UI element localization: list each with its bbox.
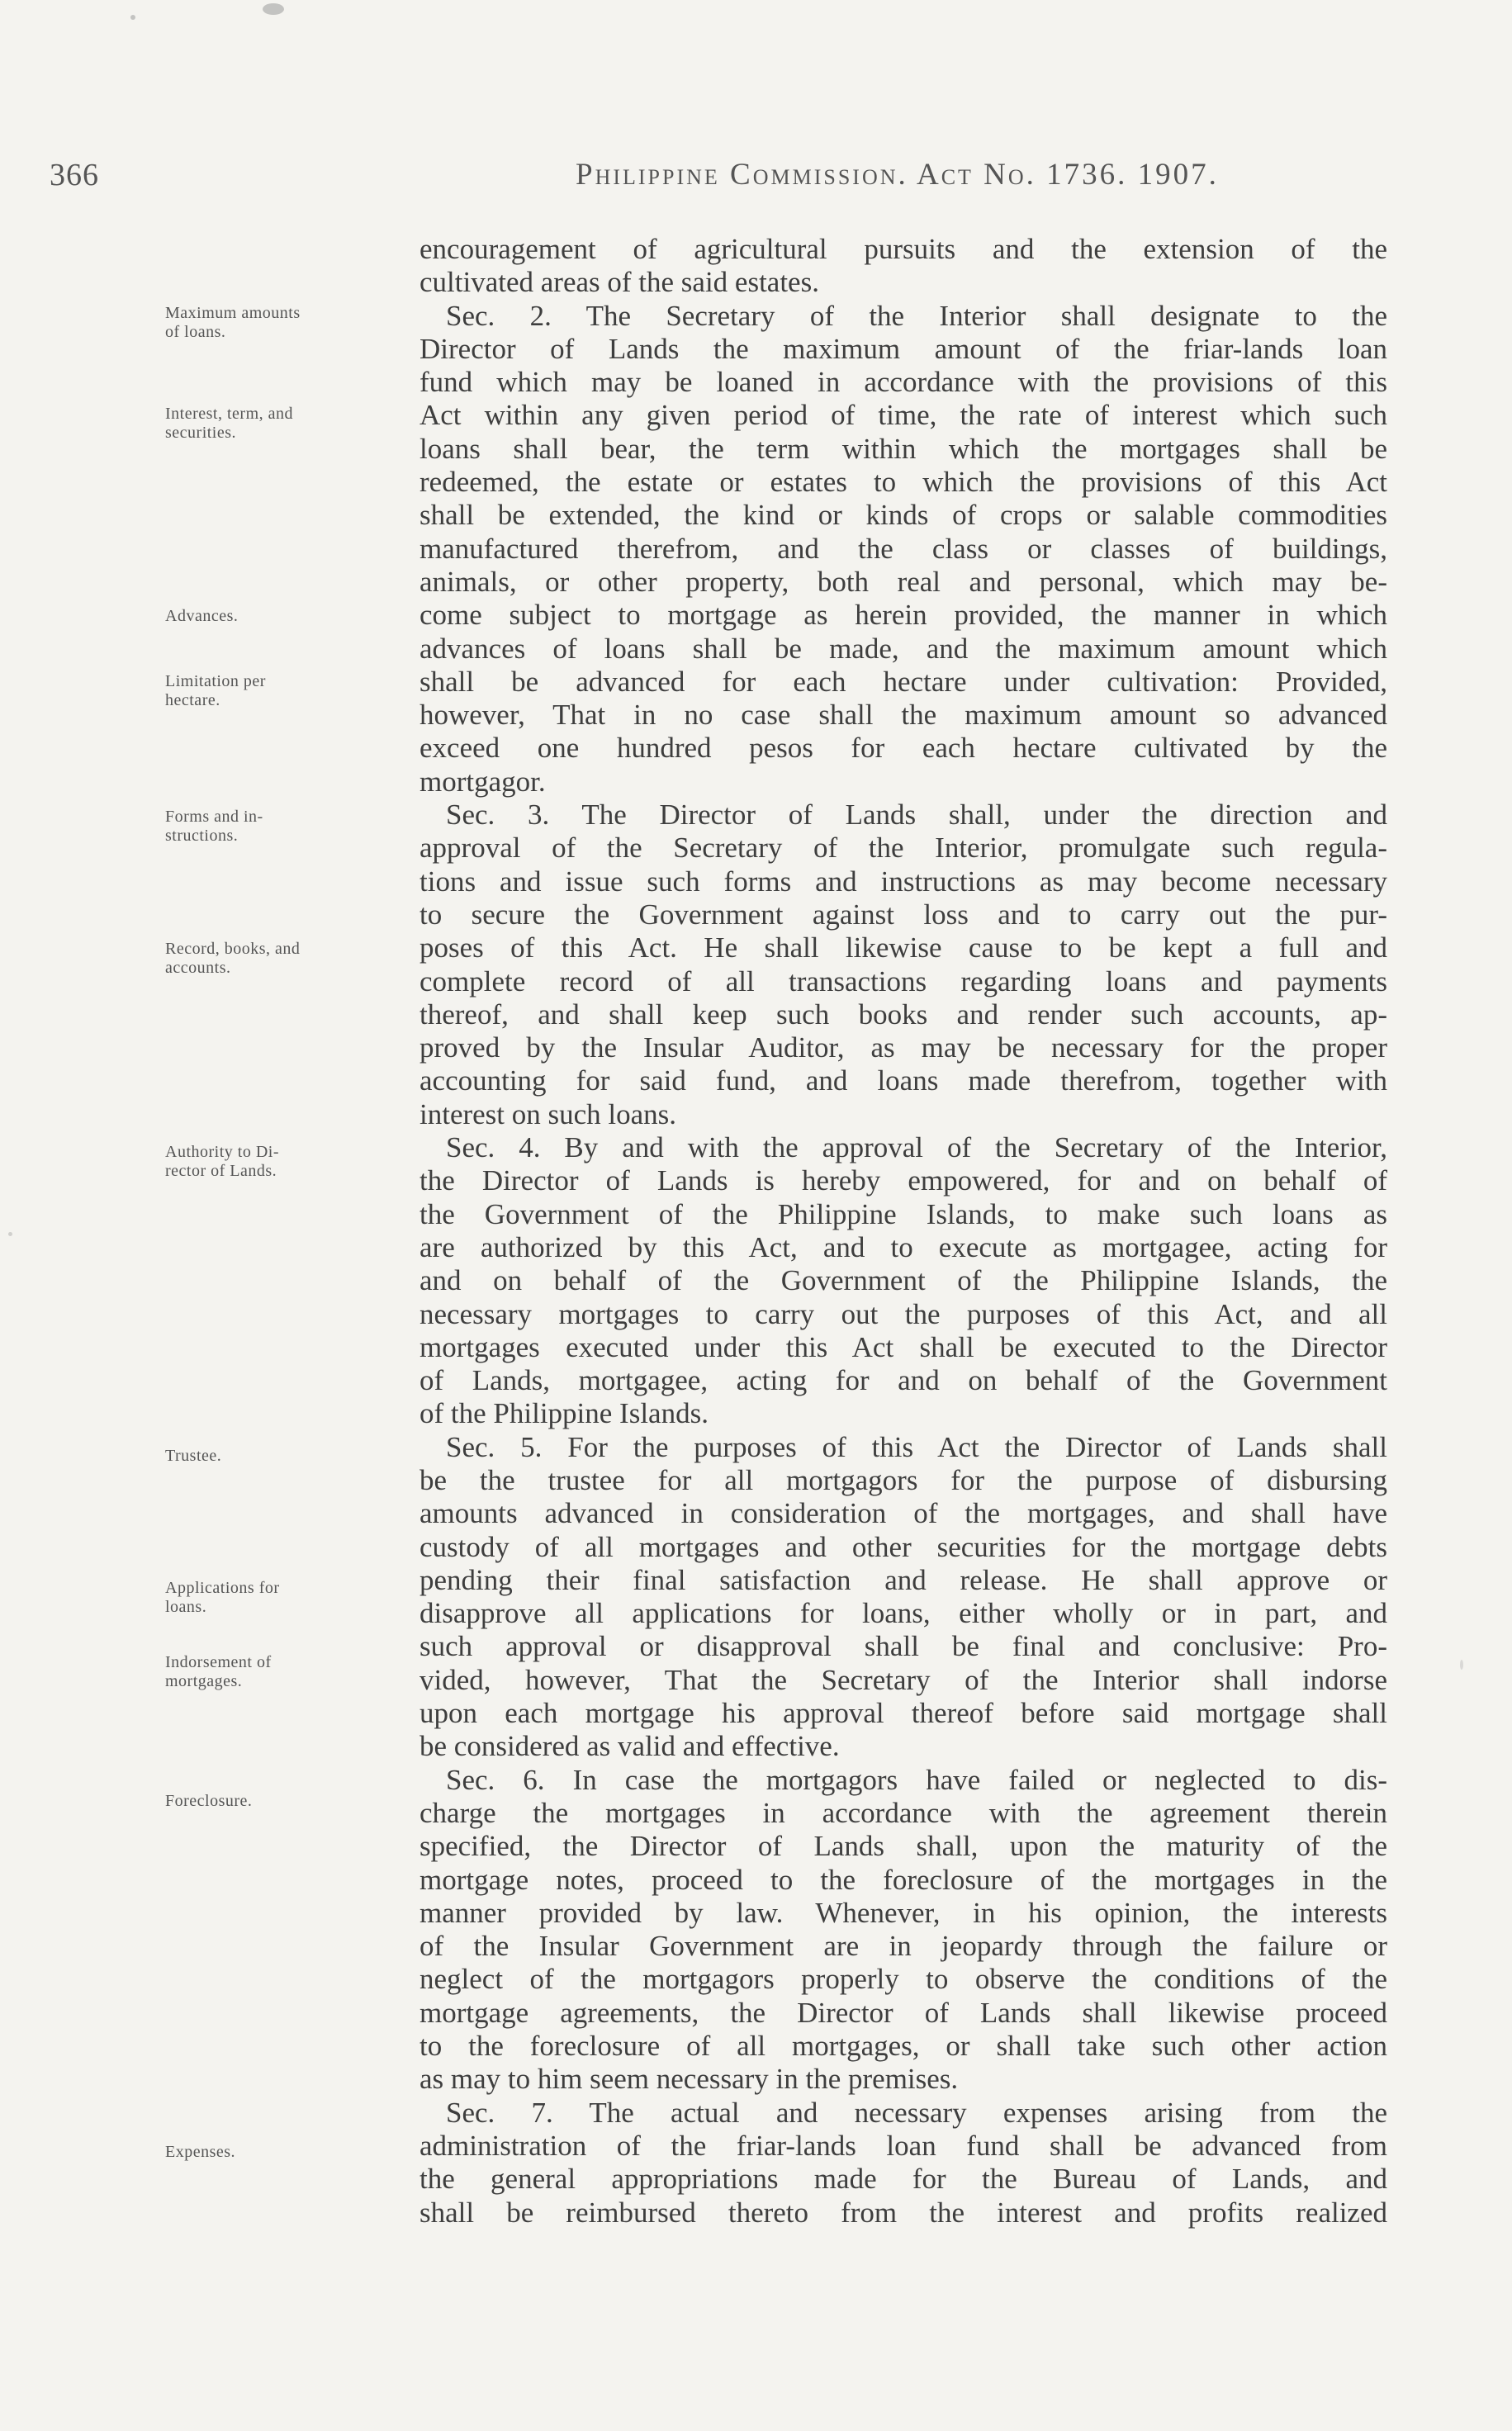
body-line: disapprove all applications for loans, either wholly or in part, and [419,1597,1387,1630]
body-line: neglect of the mortgagors properly to observe the conditions of the [419,1963,1387,1996]
body-line: specified, the Director of Lands shall, upon the maturity of the [419,1830,1387,1863]
margin-note-line: accounts. [165,959,231,977]
body-line: come subject to mortgage as herein provided, the manner in which [419,599,1387,632]
body-line: redeemed, the estate or estates to which the provisions of this Act [419,466,1387,499]
margin-note-expenses [165,2143,413,2162]
margin-note-line: mortgages. [165,1672,243,1690]
body-line: of the Philippine Islands. [419,1397,709,1430]
body-line-sec-4: Sec. 4. By and with the approval of the Secretary of the Interior, [446,1131,1387,1164]
body-line: be the trustee for all mortgagors for the purpose of disbursing [419,1463,1387,1496]
body-line: mortgage agreements, the Director of Lands shall likewise proceed [419,1996,1387,2029]
body-line: amounts advanced in consideration of the mortgages, and shall have [419,1497,1387,1530]
body-line: Act within any given period of time, the rate of interest which such [419,399,1387,432]
body-line: to secure the Government against loss and to carry out the pur- [419,898,1387,931]
body-line-sec-5: Sec. 5. For the purposes of this Act the Director of Lands shall [446,1430,1387,1463]
body-line: shall be reimbursed thereto from the interest and profits realized [419,2196,1387,2229]
margin-note-line: Record, books, and [165,940,301,958]
margin-note-line: loans. [165,1598,207,1616]
body-line: vided, however, That the Secretary of the Interior shall indorse [419,1663,1387,1696]
page-number: 366 [50,158,99,192]
margin-note-record-books [165,940,413,978]
margin-note-line: Advances. [165,607,239,625]
body-line: advances of loans shall be made, and the maximum amount which [419,632,1387,665]
margin-note-maximum-amounts [165,304,413,342]
margin-note-authority [165,1143,413,1181]
margin-note-advances [165,607,413,626]
body-line: however, That in no case shall the maximum amount so advanced [419,699,1387,732]
margin-note-line: Indorsement of [165,1653,272,1671]
body-line: manufactured therefrom, and the class or classes of buildings, [419,532,1387,565]
body-line: interest on such loans. [419,1097,677,1130]
body-line: approval of the Secretary of the Interior, promulgate such regula- [419,832,1387,865]
body-line: shall be advanced for each hectare under cultivation: Provided, [419,665,1387,698]
body-line: custody of all mortgages and other securities for the mortgage debts [419,1530,1387,1563]
margin-note-line: rector of Lands. [165,1162,277,1180]
body-line: the Director of Lands is hereby empowered, for and on behalf of [419,1164,1387,1197]
margin-note-line: Trustee. [165,1447,222,1465]
body-line: such approval or disapproval shall be final and conclusive: Pro- [419,1630,1387,1663]
margin-note-limitation [165,672,413,710]
margin-note-line: Expenses. [165,2143,236,2161]
body-line: animals, or other property, both real and personal, which may be- [419,565,1387,598]
body-text [419,233,1387,2230]
body-line: of the Insular Government are in jeopardy through the failure or [419,1930,1387,1963]
body-line: pending their final satisfaction and release. He shall approve or [419,1563,1387,1596]
body-line: administration of the friar-lands loan fund shall be advanced from [419,2129,1387,2162]
scan-speck [263,3,284,15]
body-line: complete record of all transactions regarding loans and payments [419,964,1387,998]
body-line: fund which may be loaned in accordance with the provisions of this [419,366,1387,399]
body-line-sec-2: Sec. 2. The Secretary of the Interior shall designate to the [446,299,1387,332]
body-line-sec-3: Sec. 3. The Director of Lands shall, under the direction and [446,798,1387,832]
margin-note-line: Interest, term, and [165,405,293,423]
margin-note-foreclosure [165,1792,413,1811]
body-line: Director of Lands the maximum amount of the friar-lands loan [419,332,1387,365]
body-line: charge the mortgages in accordance with the agreement therein [419,1796,1387,1829]
body-line: encouragement of agricultural pursuits and the extension of the [419,233,1387,265]
body-line: necessary mortgages to carry out the purposes of this Act, and all [419,1297,1387,1330]
body-line: tions and issue such forms and instructions as may become necessary [419,865,1387,898]
margin-note-line: Applications for [165,1579,280,1597]
body-line: be considered as valid and effective. [419,1730,840,1763]
margin-note-interest-term [165,405,413,443]
body-line: the general appropriations made for the Bureau of Lands, and [419,2163,1387,2196]
margin-note-line: of loans. [165,323,226,341]
margin-note-line: Authority to Di- [165,1143,279,1161]
margin-note-line: structions. [165,827,239,845]
body-line: shall be extended, the kind or kinds of crops or salable commodities [419,499,1387,532]
margin-note-applications [165,1579,413,1617]
scan-speck [130,15,135,20]
body-line: thereof, and shall keep such books and render such accounts, ap- [419,998,1387,1031]
running-head [50,157,1437,198]
body-line: are authorized by this Act, and to execute as mortgagee, acting for [419,1230,1387,1263]
body-line: as may to him seem necessary in the premises. [419,2063,959,2096]
body-line-sec-7: Sec. 7. The actual and necessary expenses arising from the [446,2096,1387,2129]
margin-note-indorsement [165,1653,413,1691]
body-line: cultivated areas of the said estates. [419,266,819,299]
body-line: loans shall bear, the term within which the mortgages shall be [419,432,1387,465]
margin-note-line: Limitation per [165,672,266,690]
body-line: of Lands, mortgagee, acting for and on behalf of the Government [419,1364,1387,1397]
body-line: mortgage notes, proceed to the foreclosure of the mortgages in the [419,1863,1387,1896]
body-line: mortgages executed under this Act shall be executed to the Director [419,1330,1387,1363]
body-line: to the foreclosure of all mortgages, or shall take such other action [419,2030,1387,2063]
margin-note-line: Foreclosure. [165,1792,253,1810]
margin-note-line: securities. [165,424,237,442]
body-line: exceed one hundred pesos for each hectare cultivated by the [419,732,1387,765]
body-line: poses of this Act. He shall likewise cause to be kept a full and [419,931,1387,964]
header-title: Philippine Commission. Act No. 1736. 1907. [576,158,1219,192]
body-line: the Government of the Philippine Islands, to make such loans as [419,1197,1387,1230]
margin-note-line: hectare. [165,691,220,709]
scan-speck [8,1232,12,1236]
body-line-sec-6: Sec. 6. In case the mortgagors have failed or neglected to dis- [446,1763,1387,1796]
margin-note-forms [165,808,413,846]
body-line: manner provided by law. Whenever, in his opinion, the interests [419,1896,1387,1929]
margin-note-line: Forms and in- [165,808,263,826]
scan-speck [1460,1660,1463,1670]
body-line: mortgagor. [419,765,546,798]
margin-note-line: Maximum amounts [165,304,301,322]
body-line: upon each mortgage his approval thereof before said mortgage shall [419,1697,1387,1730]
margin-note-trustee [165,1447,413,1466]
body-line: and on behalf of the Government of the Philippine Islands, the [419,1264,1387,1297]
body-line: proved by the Insular Auditor, as may be necessary for the proper [419,1031,1387,1064]
body-line: accounting for said fund, and loans made therefrom, together with [419,1064,1387,1097]
